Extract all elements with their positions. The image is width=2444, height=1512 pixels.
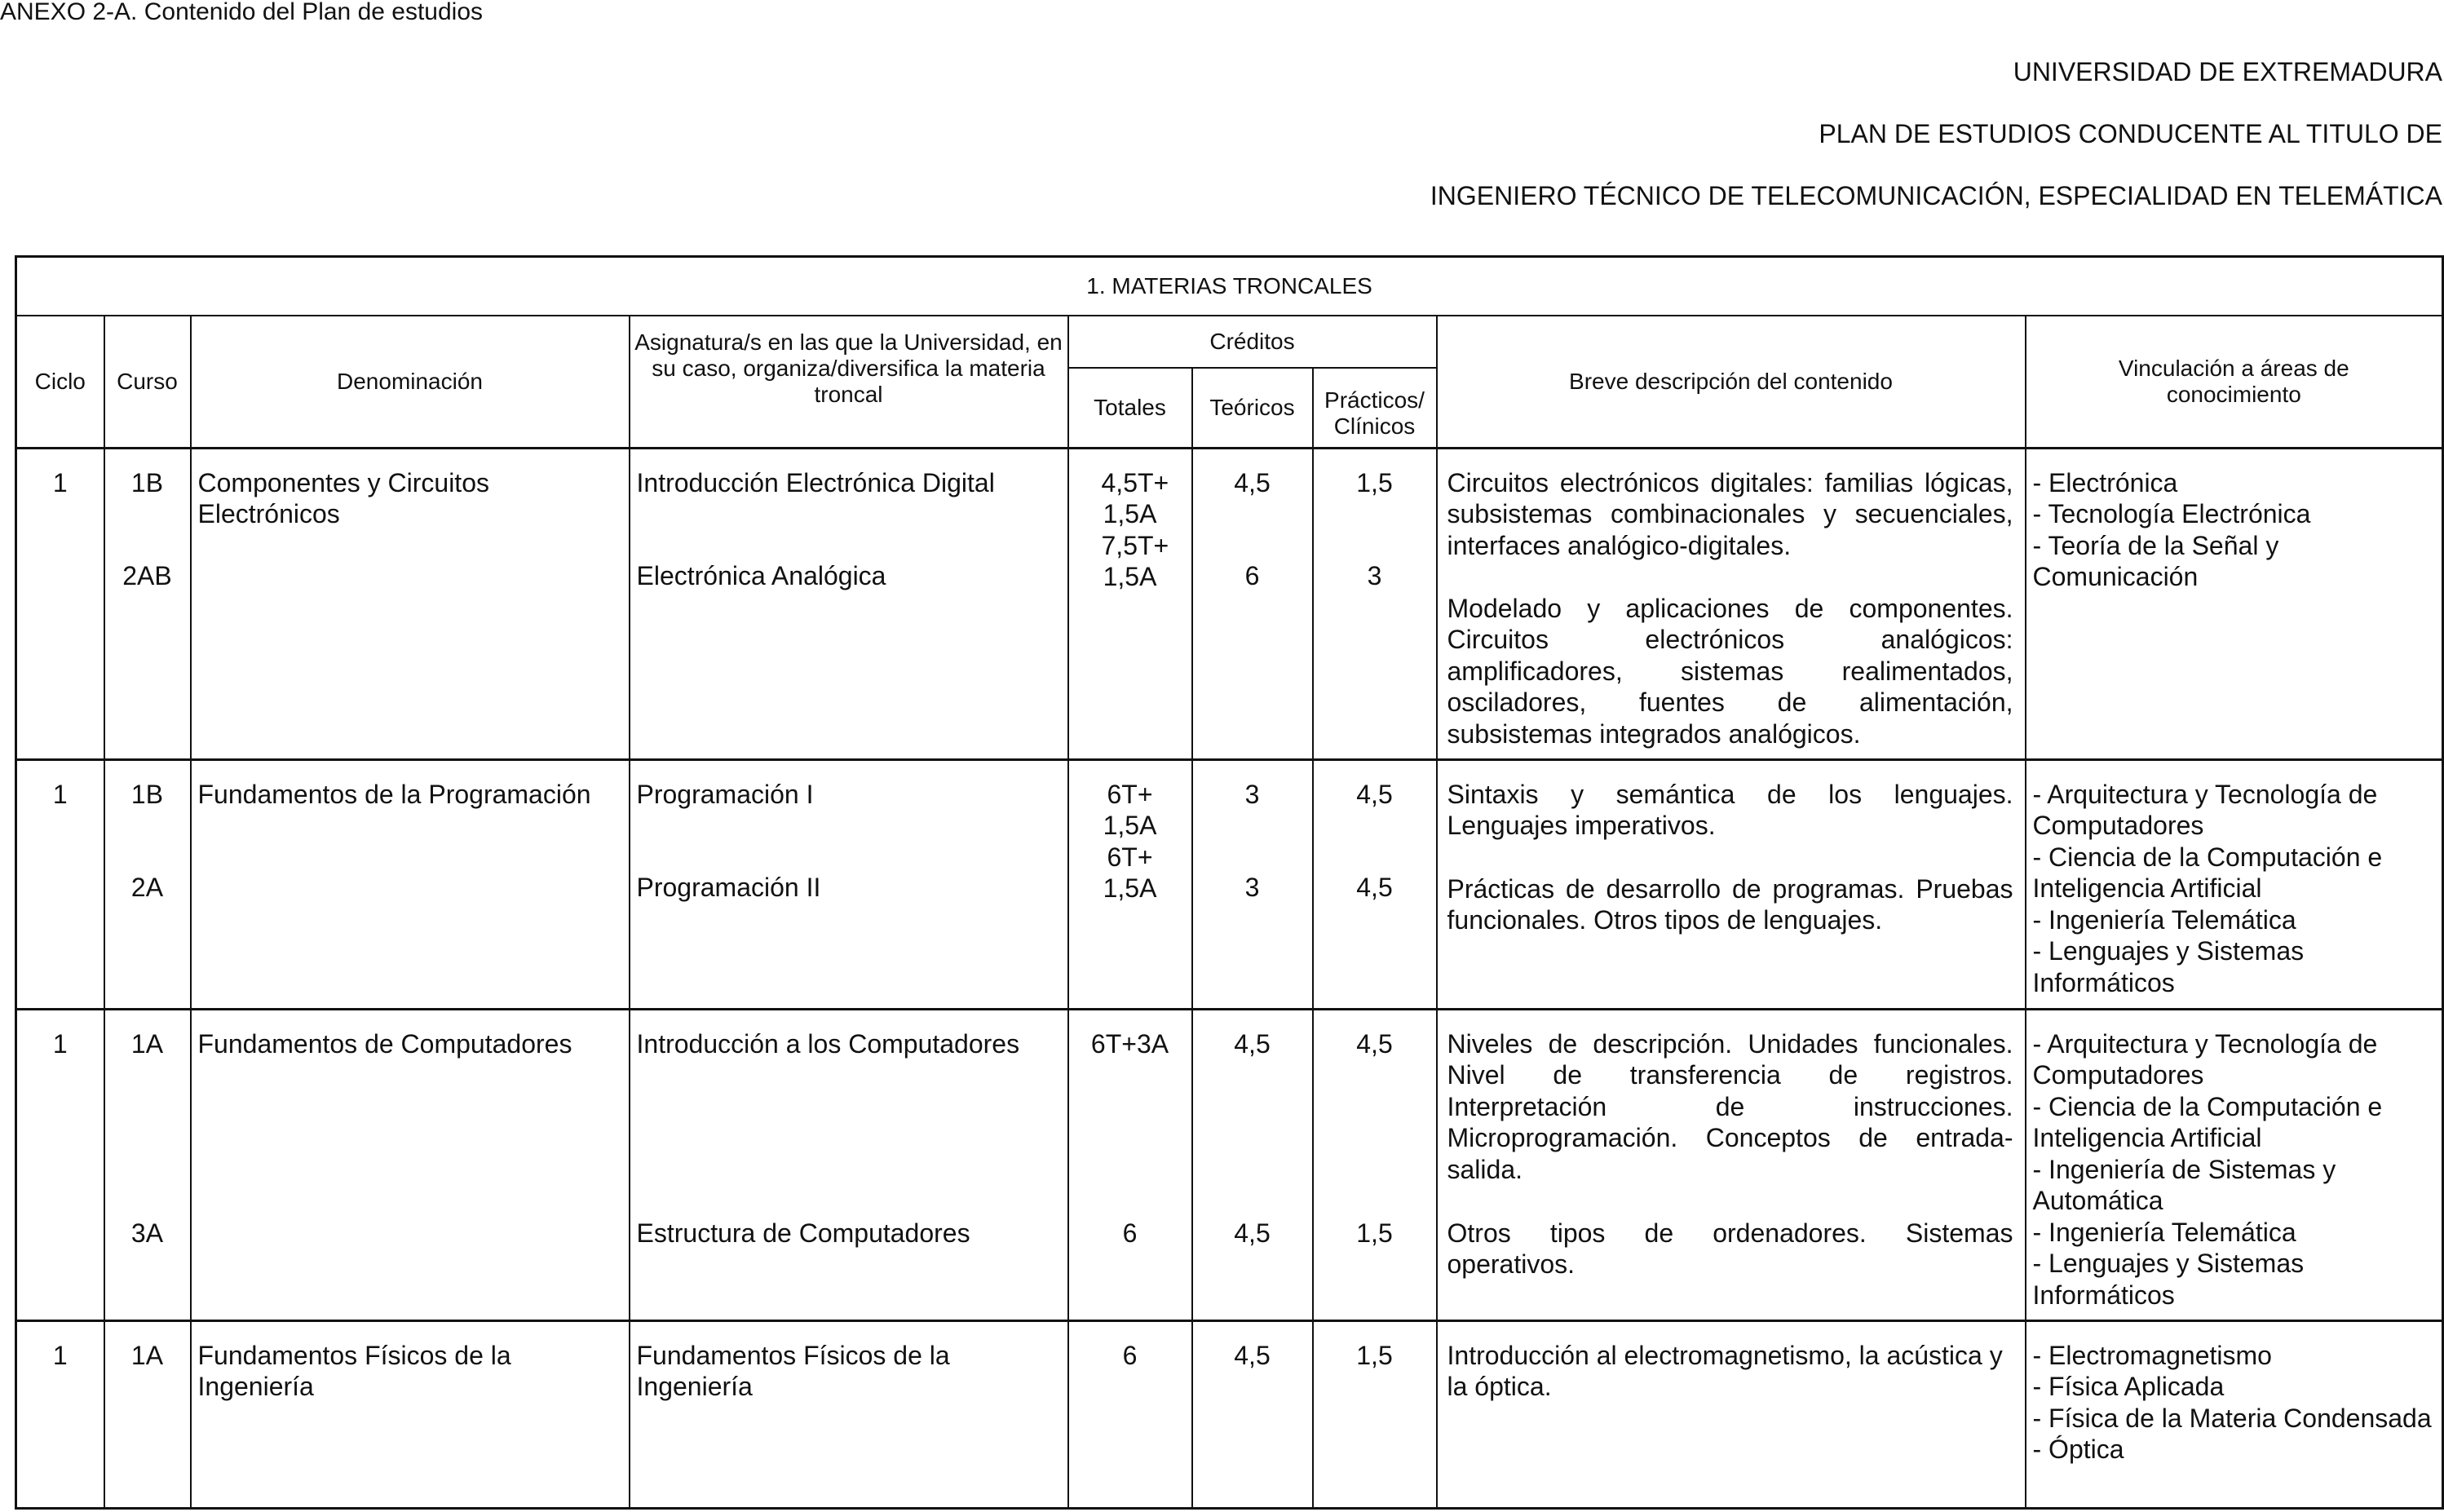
descripcion-cell — [1437, 1009, 2026, 1320]
area-item: - Ingeniería de Sistemas y Automática — [2032, 1154, 2336, 1215]
area-item: - Arquitectura y Tecnología de Computadores — [2032, 1028, 2378, 1090]
area-item: - Lenguajes y Sistemas Informáticos — [2032, 936, 2305, 997]
teoricos-cell: 4,5 — [1192, 1320, 1313, 1508]
degree-title: INGENIERO TÉCNICO DE TELECOMUNICACIÓN, ESPECIALIDAD EN TELEMÁTICA — [1430, 181, 2442, 210]
descripcion-value: Otros tipos de ordenadores. Sistemas operativos. — [1447, 1218, 2013, 1279]
descripcion-cell — [1437, 759, 2026, 1009]
col-curso: Curso — [104, 316, 191, 448]
totales-cell: 6 — [1068, 1320, 1192, 1508]
area-item: - Ingeniería Telemática — [2032, 904, 2296, 935]
table-row — [16, 1009, 2443, 1320]
area-item: - Ciencia de la Computación e Inteligencia Artificial — [2032, 1091, 2383, 1152]
curso-value: 2A — [130, 873, 164, 902]
descripcion-value: Niveles de descripción. Unidades funcionales. Nivel de transferencia de registros. Interpretación de instrucciones. Microprogramación. Conceptos de entrada-salida. — [1447, 1028, 2013, 1184]
asignatura-value: Introducción a los Computadores — [636, 1028, 1020, 1059]
totales-cell — [1068, 1009, 1192, 1320]
teoricos-cell — [1192, 1009, 1313, 1320]
practicos-cell — [1313, 1009, 1437, 1320]
col-asignatura: Asignatura/s en las que la Universidad, en su caso, organiza/diversifica la materia troncal — [630, 316, 1068, 448]
practicos-value: 4,5 — [1356, 779, 1393, 809]
area-item: - Física de la Materia Condensada — [2032, 1403, 2432, 1433]
university-name: UNIVERSIDAD DE EXTREMADURA — [2013, 57, 2442, 86]
area-item: - Tecnología Electrónica — [2032, 499, 2311, 528]
area-item: - Teoría de la Señal y Comunicación — [2032, 530, 2279, 591]
table-row — [16, 759, 2443, 1009]
descripcion-value: Circuitos electrónicos digitales: familias lógicas, subsistemas combinacionales y secuenciales, interfaces analógico-digitales. — [1447, 467, 2013, 560]
plan-title: PLAN DE ESTUDIOS CONDUCENTE AL TITULO DE — [1819, 119, 2442, 148]
ciclo-cell: 1 — [16, 1009, 104, 1320]
practicos-value: 1,5 — [1356, 467, 1393, 497]
denominacion-cell: Fundamentos Físicos de la Ingeniería — [191, 1320, 630, 1508]
totales-value: 7,5T+ 1,5A — [1101, 530, 1169, 591]
denominacion-cell: Componentes y Circuitos Electrónicos — [191, 448, 630, 759]
practicos-value: 1,5 — [1356, 1218, 1393, 1248]
col-ciclo: Ciclo — [16, 316, 104, 448]
area-item: - Ingeniería Telemática — [2032, 1217, 2296, 1247]
table-title: 1. MATERIAS TRONCALES — [16, 257, 2443, 316]
asignatura-value: Electrónica Analógica — [636, 561, 886, 590]
col-vinculacion: Vinculación a áreas de conocimiento — [2026, 316, 2443, 448]
table-row — [16, 448, 2443, 759]
teoricos-value: 4,5 — [1234, 1028, 1271, 1059]
asignatura-value: Programación II — [636, 873, 821, 902]
materias-troncales-table — [15, 255, 2444, 1510]
curso-value: 1A — [130, 1028, 164, 1059]
asignatura-cell — [630, 1009, 1068, 1320]
curso-cell — [104, 759, 191, 1009]
teoricos-cell — [1192, 448, 1313, 759]
table-row — [16, 1320, 2443, 1508]
teoricos-value: 3 — [1244, 779, 1260, 809]
totales-value: 6T+3A — [1090, 1028, 1169, 1059]
areas-cell — [2026, 1320, 2443, 1508]
totales-value: 6T+ 1,5A — [1103, 779, 1157, 840]
teoricos-value: 6 — [1244, 561, 1260, 590]
area-item: - Física Aplicada — [2032, 1372, 2225, 1401]
col-practicos: Prácticos/ Clínicos — [1313, 368, 1437, 448]
descripcion-cell — [1437, 448, 2026, 759]
col-teoricos: Teóricos — [1192, 368, 1313, 448]
curso-cell — [104, 448, 191, 759]
totales-value: 6T+ 1,5A — [1103, 842, 1157, 903]
col-creditos: Créditos — [1068, 316, 1437, 368]
descripcion-value: Sintaxis y semántica de los lenguajes. Lenguajes imperativos. — [1447, 779, 2013, 840]
asignatura-cell — [630, 759, 1068, 1009]
practicos-cell — [1313, 759, 1437, 1009]
totales-cell — [1068, 448, 1192, 759]
curso-value: 2AB — [122, 561, 172, 590]
area-item: - Óptica — [2032, 1435, 2124, 1464]
areas-cell — [2026, 1009, 2443, 1320]
teoricos-value: 4,5 — [1234, 1218, 1271, 1248]
denominacion-cell: Fundamentos de la Programación — [191, 759, 630, 1009]
ciclo-cell: 1 — [16, 1320, 104, 1508]
teoricos-cell — [1192, 759, 1313, 1009]
curso-cell — [104, 1009, 191, 1320]
curso-value: 1B — [130, 779, 164, 809]
ciclo-cell: 1 — [16, 759, 104, 1009]
asignatura-value: Introducción Electrónica Digital — [636, 467, 995, 497]
totales-value: 6 — [1122, 1218, 1138, 1248]
area-item: - Ciencia de la Computación e Inteligencia Artificial — [2032, 842, 2383, 903]
asignatura-cell: Fundamentos Físicos de la Ingeniería — [630, 1320, 1068, 1508]
areas-cell — [2026, 759, 2443, 1009]
descripcion-cell: Introducción al electromagnetismo, la acústica y la óptica. — [1437, 1320, 2026, 1508]
annex-label: ANEXO 2-A. Contenido del Plan de estudios — [0, 0, 484, 25]
asignatura-value: Programación I — [636, 779, 814, 809]
col-totales: Totales — [1068, 368, 1192, 448]
practicos-value: 4,5 — [1356, 1028, 1393, 1059]
curso-value: 1B — [130, 467, 164, 497]
asignatura-cell — [630, 448, 1068, 759]
totales-value: 4,5T+ 1,5A — [1101, 467, 1169, 528]
practicos-value: 4,5 — [1356, 873, 1393, 902]
col-denominacion: Denominación — [191, 316, 630, 448]
col-descripcion: Breve descripción del contenido — [1437, 316, 2026, 448]
denominacion-cell: Fundamentos de Computadores — [191, 1009, 630, 1320]
ciclo-cell: 1 — [16, 448, 104, 759]
area-item: - Electrónica — [2032, 467, 2178, 497]
practicos-value: 3 — [1367, 561, 1382, 590]
asignatura-value: Estructura de Computadores — [636, 1218, 970, 1248]
descripcion-value: Modelado y aplicaciones de componentes. Circuitos electrónicos analógicos: amplificadores, sistemas realimentados, osciladores, fuentes de alimentación, subsistemas integrados analógicos. — [1447, 593, 2013, 749]
curso-value: 3A — [130, 1218, 164, 1248]
teoricos-value: 3 — [1244, 873, 1260, 902]
practicos-cell: 1,5 — [1313, 1320, 1437, 1508]
totales-cell — [1068, 759, 1192, 1009]
descripcion-value: Prácticas de desarrollo de programas. Pruebas funcionales. Otros tipos de lenguajes. — [1447, 873, 2013, 935]
area-item: - Electromagnetismo — [2032, 1340, 2272, 1370]
area-item: - Lenguajes y Sistemas Informáticos — [2032, 1249, 2305, 1310]
area-item: - Arquitectura y Tecnología de Computadores — [2032, 779, 2378, 840]
teoricos-value: 4,5 — [1234, 467, 1271, 497]
areas-cell — [2026, 448, 2443, 759]
curso-cell: 1A — [104, 1320, 191, 1508]
practicos-cell — [1313, 448, 1437, 759]
